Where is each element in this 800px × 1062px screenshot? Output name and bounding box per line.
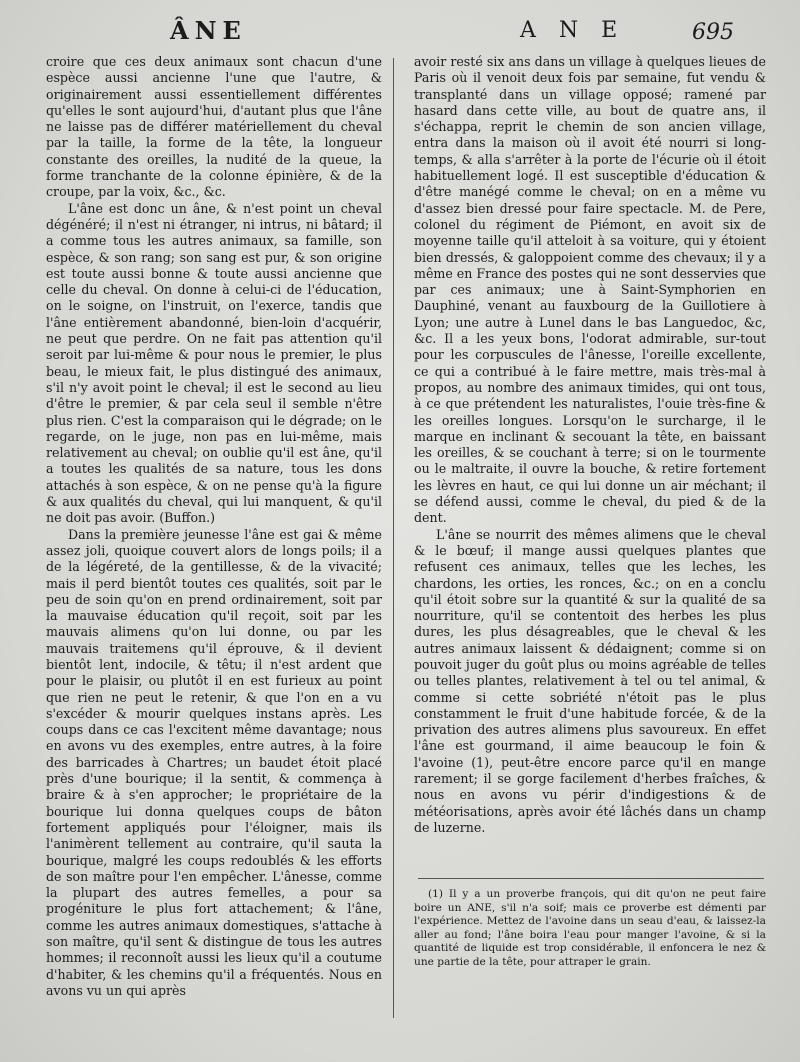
left-column	[46, 54, 382, 999]
left-paragraph-1: croire que ces deux animaux sont chacun d'une espèce aussi ancienne l'une que l'autre, & originairement aussi essentiellement différentes qu'elles le sont aujourd'hui, d'autant plus que l'âne ne laisse pas de différer matériellement du cheval par la taille, la forme de la tête, la longueur constante des oreilles, la nudité de la queue, la forme tranchante de la colonne épinière, & de la croupe, par la voix, &c., &c.	[46, 54, 382, 200]
right-column	[414, 54, 766, 836]
footnote-divider	[418, 878, 764, 879]
left-running-title: ÂNE	[170, 16, 247, 45]
footnote	[414, 888, 766, 970]
running-header	[0, 16, 800, 50]
right-paragraph-1: avoir resté six ans dans un village à quelques lieues de Paris où il venoit deux fois par semaine, fut vendu & transplanté dans un village opposé; ramené par hasard dans cette ville, au bout de quatre ans, il s'échappa, reprit le chemin de son ancien village, entra dans la maison où il avoit été nourri si long-temps, & alla s'arrêter à la porte de l'écurie où il étoit habituellement logé. Il est susceptible d'éducation & d'être manégé comme le cheval; on en a même vu d'assez bien dressé pour faire spectacle. M. de Pere, colonel du régiment de Piémont, en avoit six de moyenne taille qu'il atteloit à sa voiture, qui y étoient bien dressés, & galoppoient comme des chevaux; il y a même en France des postes qui ne sont desservies que par ces animaux; une à Saint-Symphorien en Dauphiné, venant au fauxbourg de la Guillotiere à Lyon; une autre à Lunel dans le bas Languedoc, &c, &c. Il a les yeux bons, l'odorat admirable, sur-tout pour les corpuscules de l'ânesse, l'oreille excellente, ce qui a contribué à le faire mettre, mais très-mal à propos, au nombre des animaux timides, qui ont tous, à ce que prétendent les naturalistes, l'ouie très-fine & les oreilles longues. Lorsqu'on le surcharge, il le marque en inclinant & secouant la tête, en baissant les oreilles, & se couchant à terre; si on le tourmente ou le maltraite, il ouvre la bouche, & retire fortement les lèvres en haut, ce qui lui donne un air méchant; il se défend aussi, comme le cheval, du pied & de la dent.	[414, 54, 766, 526]
footnote-text: (1) Il y a un proverbe françois, qui dit qu'on ne peut faire boire un ANE, s'il n'a soif; mais ce proverbe est démenti par l'expérience. Mettez de l'avoine dans un seau d'eau, & laissez-la aller au fond; l'âne boira l'eau pour manger l'avoine, & si la quantité de liquide est trop considérable, il enfoncera le nez & une partie de la tête, pour attraper le grain.	[414, 888, 766, 968]
left-paragraph-2: L'âne est donc un âne, & n'est point un cheval dégénéré; il n'est ni étranger, ni intrus, ni bâtard; il a comme tous les autres animaux, sa famille, son espèce, & son rang; son sang est pur, & son origine est toute aussi bonne & toute aussi ancienne que celle du cheval. On donne à celui-ci de l'éducation, on le soigne, on l'instruit, on l'exerce, tandis que l'âne entièrement abandonné, bien-loin d'acquérir, ne peut que perdre. On ne fait pas attention qu'il seroit par lui-même & pour nous le premier, le plus beau, le mieux fait, le plus distingué des animaux, s'il n'y avoit point le cheval; il est le second au lieu d'être le premier, & par cela seul il semble n'être plus rien. C'est la comparaison qui le dégrade; on le regarde, on le juge, non pas en lui-même, mais relativement au cheval; on oublie qu'il est âne, qu'il a toutes les qualités de sa nature, tous les dons attachés à son espèce, & on ne pense qu'à la figure & aux qualités du cheval, qui lui manquent, & qu'il ne doit pas avoir. (Buffon.)	[46, 200, 382, 526]
right-paragraph-2: L'âne se nourrit des mêmes alimens que le cheval & le bœuf; il mange aussi quelques plantes que refusent ces animaux, telles que les leches, les chardons, les orties, les ronces, &c.; on en a conclu qu'il étoit sobre sur la quantité & sur la qualité de sa nourriture, qu'il se contentoit des herbes les plus dures, les plus désagreables, que le cheval & les autres animaux laissent & dédaignent; comme si on pouvoit juger du goût plus ou moins agréable de telles ou telles plantes, relativement à tel ou tel animal, & comme si cette sobriété n'étoit pas le plus constamment le fruit d'une habitude forcée, & de la privation des autres alimens plus savoureux. En effet l'âne est gourmand, il aime beaucoup le foin & l'avoine (1), peut-être encore parce qu'il en mange rarement; il se gorge facilement d'herbes fraîches, & nous en avons vu périr d'indigestions & de météorisations, après avoir été lâchés dans un champ de luzerne.	[414, 526, 766, 835]
left-paragraph-3: Dans la première jeunesse l'âne est gai & même assez joli, quoique couvert alors de longs poils; il a de la légéreté, de la gentillesse, & de la vivacité; mais il perd bientôt toutes ces qualités, soit par le peu de soin qu'on en prend ordinairement, soit par la mauvaise éducation qu'il reçoit, soit par les mauvais alimens qu'on lui donne, ou par les mauvais traitemens qu'il éprouve, & il devient bientôt lent, indocile, & têtu; il n'est ardent que pour le plaisir, ou plutôt il en est furieux au point que rien ne peut le retenir, & que l'on en a vu s'excéder & mourir quelques instans après. Les coups dans ce cas l'excitent même davantage; nous en avons vu des exemples, entre autres, à la foire des barricades à Chartres; un baudet étoit placé près d'une bourique; il la sentit, & commença à braire & à s'en approcher; le propriétaire de la bourique lui donna quelques coups de bâton fortement appliqués pour l'éloigner, mais ils l'animèrent tellement au contraire, qu'il sauta la bourique, malgré les coups redoublés & les efforts de son maître pour l'en empêcher. L'ânesse, comme la plupart des autres femelles, a pour sa progéniture le plus fort attachement; & l'âne, comme les autres animaux domestiques, s'attache à son maître, qu'il sent & distingue de tous les autres hommes; il reconnoît aussi les lieux qu'il a coutume d'habiter, & les chemins qu'il a fréquentés. Nous en avons vu un qui après	[46, 526, 382, 998]
page-number: 695	[692, 20, 734, 45]
right-running-title: A N E	[520, 18, 626, 43]
column-divider	[393, 58, 394, 1018]
